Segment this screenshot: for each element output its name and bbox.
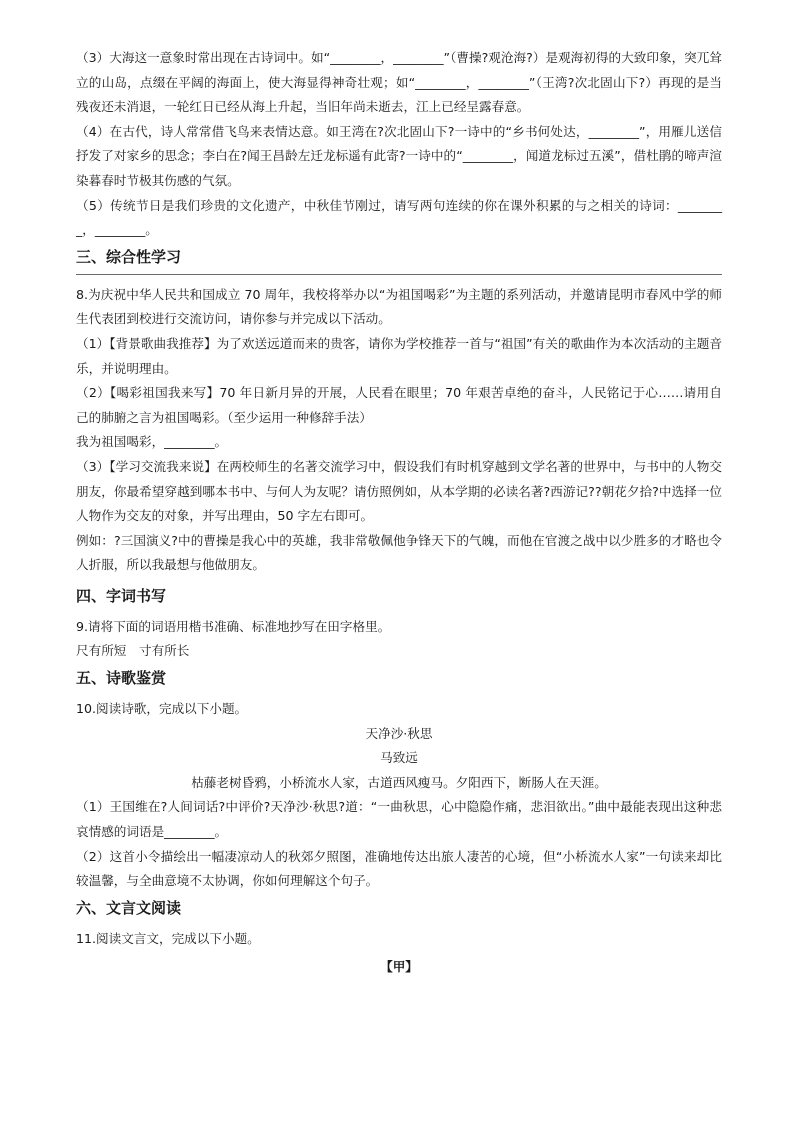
q8-part1: （1）【背景歌曲我推荐】为了欢送远道而来的贵客，请你为学校推荐一首与“祖国”有关的歌曲作为本次活动的主题音乐，并说明理由。	[76, 335, 722, 376]
q10-prompt: 10.阅读诗歌，完成以下小题。	[76, 701, 248, 717]
poem-author: 马致远	[380, 750, 418, 766]
q9-words: 尺有所短 寸有所长	[76, 643, 190, 659]
passage-label-jia: 【甲】	[380, 959, 418, 975]
poem-title: 天净沙·秋思	[365, 725, 433, 741]
q8-part2: （2）【喝彩祖国我来写】70 年日新月异的开展，人民看在眼里；70 年艰苦卓绝的奋斗，人民铭记于心……请用自己的肺腑之言为祖国喝彩。（至少运用一种修辞手法）	[76, 385, 722, 425]
section-heading-classical-chinese: 六、文言文阅读	[76, 898, 182, 917]
q11-prompt: 11.阅读文言文，完成以下小题。	[76, 930, 260, 946]
q8-intro: 8.为庆祝中华人民共和国成立 70 周年，我校将举办以“为祖国喝彩”为主题的系列活动，并邀请昆明市春风中学的师生代表团到校进行交流访问，请你参与并完成以下活动。	[76, 286, 722, 327]
q10-part2: （2）这首小令描绘出一幅凄凉动人的秋郊夕照图，准确地传达出旅人凄苦的心境，但“小桥流水人家”一句读来却比较温馨，与全曲意境不太协调，你如何理解这个句子。	[76, 848, 722, 889]
q8-part2-answer-line: 我为祖国喝彩，________。	[76, 434, 228, 450]
section-heading-integrated-learning: 三、综合性学习	[76, 243, 722, 275]
q8-part3: （3）【学习交流我来说】在两校师生的名著交流学习中，假设我们有时机穿越到文学名著的世界中，与书中的人物交朋友，你最希望穿越到哪本书中、与何人为友呢？请仿照例如，从本学期的必读名著?西游记??朝花夕拾?中选择一位人物作为交友的对象，并写出理由，50 字左右即可。	[76, 458, 722, 524]
q7-part4: （4）在古代，诗人常常借飞鸟来表情达意。如王湾在?次北固山下?一诗中的“乡书何处达，________”，用雁儿送信抒发了对家乡的思念；李白在?闻王昌龄左迁龙标遥有此寄?一诗中的“________，闻道龙标过五溪”，借杜鹃的啼声渲染暮春时节极其伤感的气氛。	[76, 123, 722, 188]
q9-prompt: 9.请将下面的词语用楷书准确、标准地抄写在田字格里。	[76, 618, 391, 634]
q10-part1: （1）王国维在?人间词话?中评价?天净沙·秋思?道：“一曲秋思，心中隐隐作痛，悲泪欲出。”曲中最能表现出这种悲哀情感的词语是________。	[76, 799, 722, 840]
q7-part5: （5）传统节日是我们珍贵的文化遗产，中秋佳节刚过，请写两句连续的你在课外积累的与之相关的诗词：________，________。	[76, 197, 722, 238]
poem-body: 枯藤老树昏鸦，小桥流水人家，古道西风瘦马。夕阳西下，断肠人在天涯。	[191, 774, 607, 790]
section-heading-poetry-appreciation: 五、诗歌鉴赏	[76, 669, 167, 688]
q8-part3-example: 例如：?三国演义?中的曹操是我心中的英雄，我非常敬佩他争锋天下的气魄，而他在官渡之战中以少胜多的才略也令人折服，所以我最想与他做朋友。	[76, 532, 722, 573]
section-heading-word-writing: 四、字词书写	[76, 586, 167, 605]
q7-part3: （3）大海这一意象时常出现在古诗词中。如“________，________”（曹操?观沧海?）是观海初得的大致印象，突兀耸立的山岛，点缀在平阔的海面上，使大海显得神奇壮观；如“________，________”（王湾?次北固山下?）再现的是当残夜还未消退，一轮红日已经从海上升起，当旧年尚未逝去，江上已经呈露春意。	[76, 50, 722, 115]
document-page	[76, 46, 722, 980]
